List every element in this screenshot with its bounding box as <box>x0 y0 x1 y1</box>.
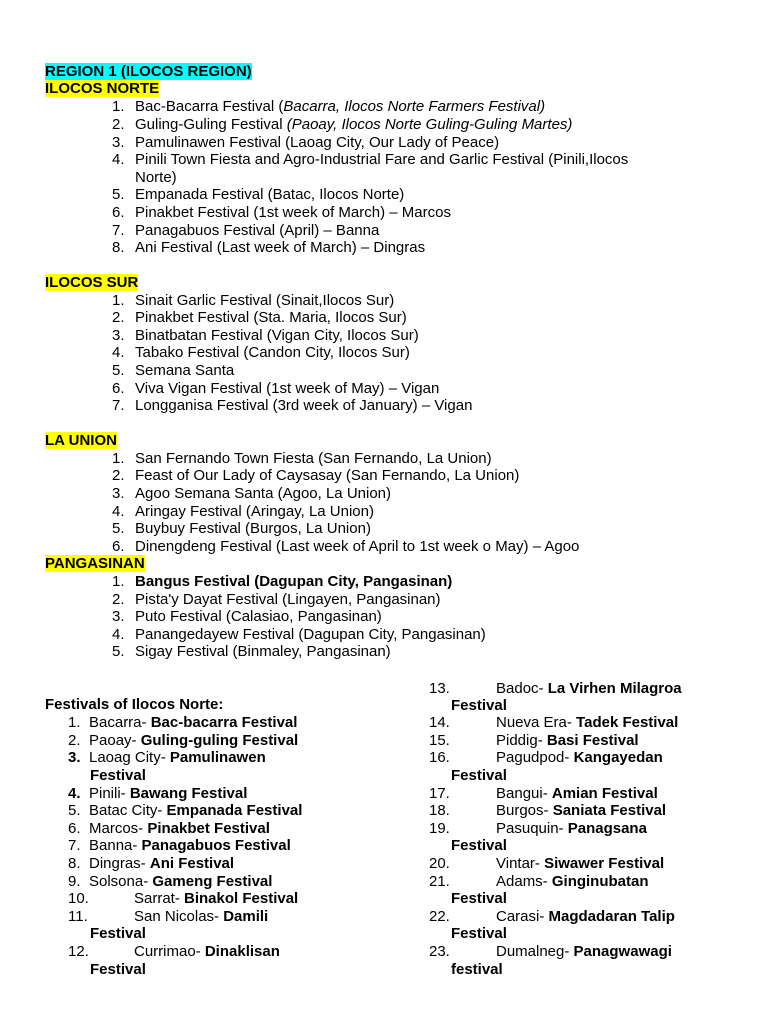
row-continuation: Festival <box>90 961 146 978</box>
row-continuation: Festival <box>451 697 507 714</box>
row-continuation: festival <box>451 961 503 978</box>
document-page: REGION 1 (ILOCOS REGION) ILOCOS NORTE 1. Bac-Bacarra Festival (Bacarra, Ilocos Norte Farmers Festival) 2. Guling-Guling Festival (Paoay, Ilocos Norte Guling-Guling Martes) 3. Pamulinawen Festival (Laoag City, Our Lady of Peace) 4. Pinili Town Fiesta and Agro-Industrial Fare and Garlic Festival (Pinili,Ilocos Norte) 5. Empanada Festival (Batac, Ilocos Norte) 6. Pinakbet Festival (1st week of March) – Marcos 7. Panagabuos Festival (April) – Banna 8. Ani Festival (Last week of March) – Dingras ILOCOS SUR 1. Sinait Garlic Festival (Sinait,Ilocos Sur) 2. Pinakbet Festival (Sta. Maria, Ilocos Sur) 3. Binatbatan Festival (Vigan City, Ilocos Sur) 4. Tabako Festival (Candon City, Ilocos Sur) 5. Semana Santa 6. Viva Vigan Festival (1st week of May) – Vigan 7. Longganisa Festival (3rd week of January) – Vigan LA UNION 1. San Fernando Town Fiesta (San Fernando, La Union) 2. Feast of Our Lady of Caysasay (San Fernando, La Union) 3. Agoo Semana Santa (Agoo, La Union) 4. Aringay Festival (Aringay, La Union) 5. Buybuy Festival (Burgos, La Union) 6. Dinengdeng Festival (Last week of April to 1st week o May) – Agoo PANGASINAN 1. Bangus Festival (Dagupan City, Pangasinan) 2. Pista'y Dayat Festival (Lingayen, Pangasinan) 3. Puto Festival (Calasiao, Pangasinan) 4. Panangedayew Festival (Dagupan City, Pangasinan) 5. Sigay Festival (Binmaley, Pangasinan) Festivals of Ilocos Norte: 1. Bacarra- Bac-bacarra Festival 2. Paoay- Guling-guling Festival 3. Laoag City- Pamulinawen Festival 4. Pinili- Bawang Festival 5. Batac City- Empanada Festival 6. Marcos- Pinakbet Festival 7. Banna- Panagabuos Festival 8. Dingras- Ani Festival 9. Solsona- Gameng Festival 10. Sarrat- Binakol Festival 11. San Nicolas- Damili Festival 12. Currimao- Dinaklisan Festival 13. Badoc- La Virhen Milagroa Festival 14. Nueva Era- Tadek Festival 15. Piddig- Basi Festival 16. Pagudpod- Kangayedan Festival 17. Bangui- Amian Festival 18. Burgos- Saniata Festival 19. Pasuquin- Panagsana Festival 20. Vintar- Siwawer Festival 21. Adams- Ginginubatan Festival 22. Carasi- Magdadaran Talip Festival 23. Dumalneg- Panagwawagi festival <box>45 63 682 978</box>
row-continuation: Festival <box>90 767 146 784</box>
section-heading-ilocos-sur: ILOCOS SUR <box>45 274 139 291</box>
region-title: REGION 1 (ILOCOS REGION) <box>45 63 252 80</box>
section-heading-pangasinan: PANGASINAN <box>45 555 145 572</box>
festivals-title: Festivals of Ilocos Norte: <box>45 696 224 713</box>
row-continuation: Festival <box>451 837 507 854</box>
list-item-continuation: Norte) <box>135 169 177 186</box>
row-continuation: Festival <box>90 925 146 942</box>
section-heading-la-union: LA UNION <box>45 432 117 449</box>
section-heading-ilocos-norte: ILOCOS NORTE <box>45 80 160 97</box>
row-continuation: Festival <box>451 767 507 784</box>
row-continuation: Festival <box>451 890 507 907</box>
row-continuation: Festival <box>451 925 507 942</box>
